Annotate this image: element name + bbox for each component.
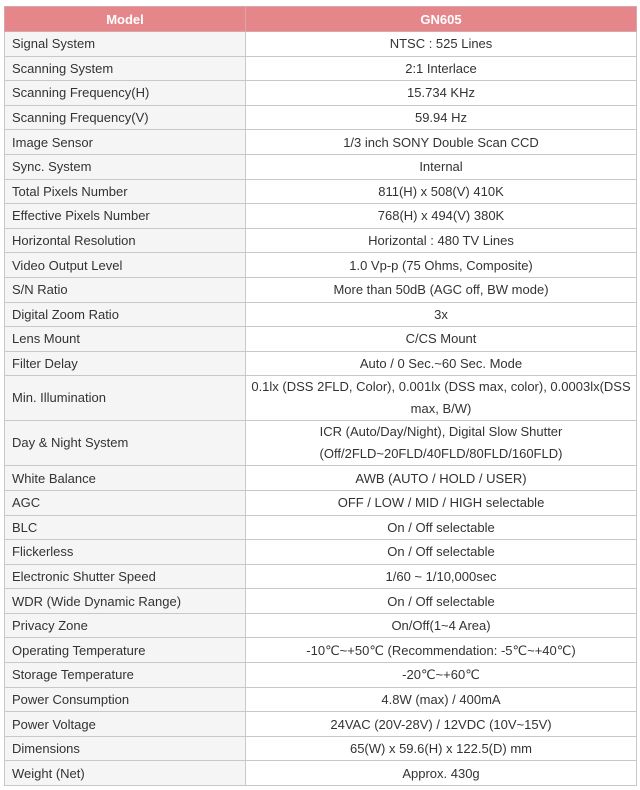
table-row — [5, 277, 637, 302]
row-value: More than 50dB (AGC off, BW mode) — [246, 277, 637, 302]
row-label: Electronic Shutter Speed — [5, 564, 246, 589]
row-label: Total Pixels Number — [5, 179, 246, 204]
table-row — [5, 589, 637, 614]
row-value: 3x — [246, 302, 637, 327]
row-label: Operating Temperature — [5, 638, 246, 663]
row-value: 4.8W (max) / 400mA — [246, 687, 637, 712]
table-row — [5, 228, 637, 253]
row-value: C/CS Mount — [246, 327, 637, 352]
row-value: 0.1lx (DSS 2FLD, Color), 0.001lx (DSS max, color), 0.0003lx(DSS max, B/W) — [246, 376, 637, 421]
table-row — [5, 327, 637, 352]
row-label: Video Output Level — [5, 253, 246, 278]
table-row — [5, 351, 637, 376]
table-row — [5, 663, 637, 688]
table-row — [5, 540, 637, 565]
row-value: Internal — [246, 154, 637, 179]
table-row — [5, 712, 637, 737]
row-label: White Balance — [5, 466, 246, 491]
row-label: WDR (Wide Dynamic Range) — [5, 589, 246, 614]
table-row — [5, 204, 637, 229]
row-value: OFF / LOW / MID / HIGH selectable — [246, 490, 637, 515]
row-value: ICR (Auto/Day/Night), Digital Slow Shutter (Off/2FLD~20FLD/40FLD/80FLD/160FLD) — [246, 421, 637, 466]
row-label: Dimensions — [5, 736, 246, 761]
row-value: 15.734 KHz — [246, 81, 637, 106]
row-label: Power Consumption — [5, 687, 246, 712]
row-label: Image Sensor — [5, 130, 246, 155]
row-label: Min. Illumination — [5, 376, 246, 421]
row-label: Lens Mount — [5, 327, 246, 352]
table-row — [5, 687, 637, 712]
spec-table — [4, 6, 637, 786]
row-value: Approx. 430g — [246, 761, 637, 786]
row-label: AGC — [5, 490, 246, 515]
table-row — [5, 515, 637, 540]
table-row — [5, 638, 637, 663]
row-label: Weight (Net) — [5, 761, 246, 786]
header-row — [5, 7, 637, 32]
row-value: AWB (AUTO / HOLD / USER) — [246, 466, 637, 491]
table-row — [5, 564, 637, 589]
row-label: Horizontal Resolution — [5, 228, 246, 253]
row-label: BLC — [5, 515, 246, 540]
row-value: NTSC : 525 Lines — [246, 32, 637, 57]
row-label: Sync. System — [5, 154, 246, 179]
row-label: Power Voltage — [5, 712, 246, 737]
row-value: 768(H) x 494(V) 380K — [246, 204, 637, 229]
table-row — [5, 179, 637, 204]
row-value: 1/3 inch SONY Double Scan CCD — [246, 130, 637, 155]
table-row — [5, 302, 637, 327]
row-label: Privacy Zone — [5, 613, 246, 638]
table-row — [5, 81, 637, 106]
row-label: Scanning Frequency(H) — [5, 81, 246, 106]
row-label: Scanning System — [5, 56, 246, 81]
row-label: Filter Delay — [5, 351, 246, 376]
row-value: 1.0 Vp-p (75 Ohms, Composite) — [246, 253, 637, 278]
row-label: Day & Night System — [5, 421, 246, 466]
row-value: 24VAC (20V-28V) / 12VDC (10V~15V) — [246, 712, 637, 737]
row-label: Flickerless — [5, 540, 246, 565]
row-value: On/Off(1~4 Area) — [246, 613, 637, 638]
row-value: 59.94 Hz — [246, 105, 637, 130]
row-value: On / Off selectable — [246, 589, 637, 614]
table-row — [5, 253, 637, 278]
row-label: S/N Ratio — [5, 277, 246, 302]
table-row — [5, 761, 637, 786]
row-value: 811(H) x 508(V) 410K — [246, 179, 637, 204]
table-row — [5, 130, 637, 155]
row-value: 65(W) x 59.6(H) x 122.5(D) mm — [246, 736, 637, 761]
row-value: -20℃~+60℃ — [246, 663, 637, 688]
table-row — [5, 56, 637, 81]
table-row — [5, 466, 637, 491]
table-row — [5, 613, 637, 638]
row-value: 1/60 ~ 1/10,000sec — [246, 564, 637, 589]
row-value: On / Off selectable — [246, 540, 637, 565]
table-row — [5, 421, 637, 466]
table-row — [5, 32, 637, 57]
row-value: Auto / 0 Sec.~60 Sec. Mode — [246, 351, 637, 376]
table-row — [5, 376, 637, 421]
table-row — [5, 105, 637, 130]
header-model-name: GN605 — [246, 7, 637, 32]
row-value: Horizontal : 480 TV Lines — [246, 228, 637, 253]
row-value: 2:1 Interlace — [246, 56, 637, 81]
header-model: Model — [5, 7, 246, 32]
table-row — [5, 490, 637, 515]
table-row — [5, 154, 637, 179]
row-label: Digital Zoom Ratio — [5, 302, 246, 327]
row-value: -10℃~+50℃ (Recommendation: -5℃~+40℃) — [246, 638, 637, 663]
table-row — [5, 736, 637, 761]
row-label: Storage Temperature — [5, 663, 246, 688]
row-label: Effective Pixels Number — [5, 204, 246, 229]
row-label: Scanning Frequency(V) — [5, 105, 246, 130]
row-label: Signal System — [5, 32, 246, 57]
row-value: On / Off selectable — [246, 515, 637, 540]
